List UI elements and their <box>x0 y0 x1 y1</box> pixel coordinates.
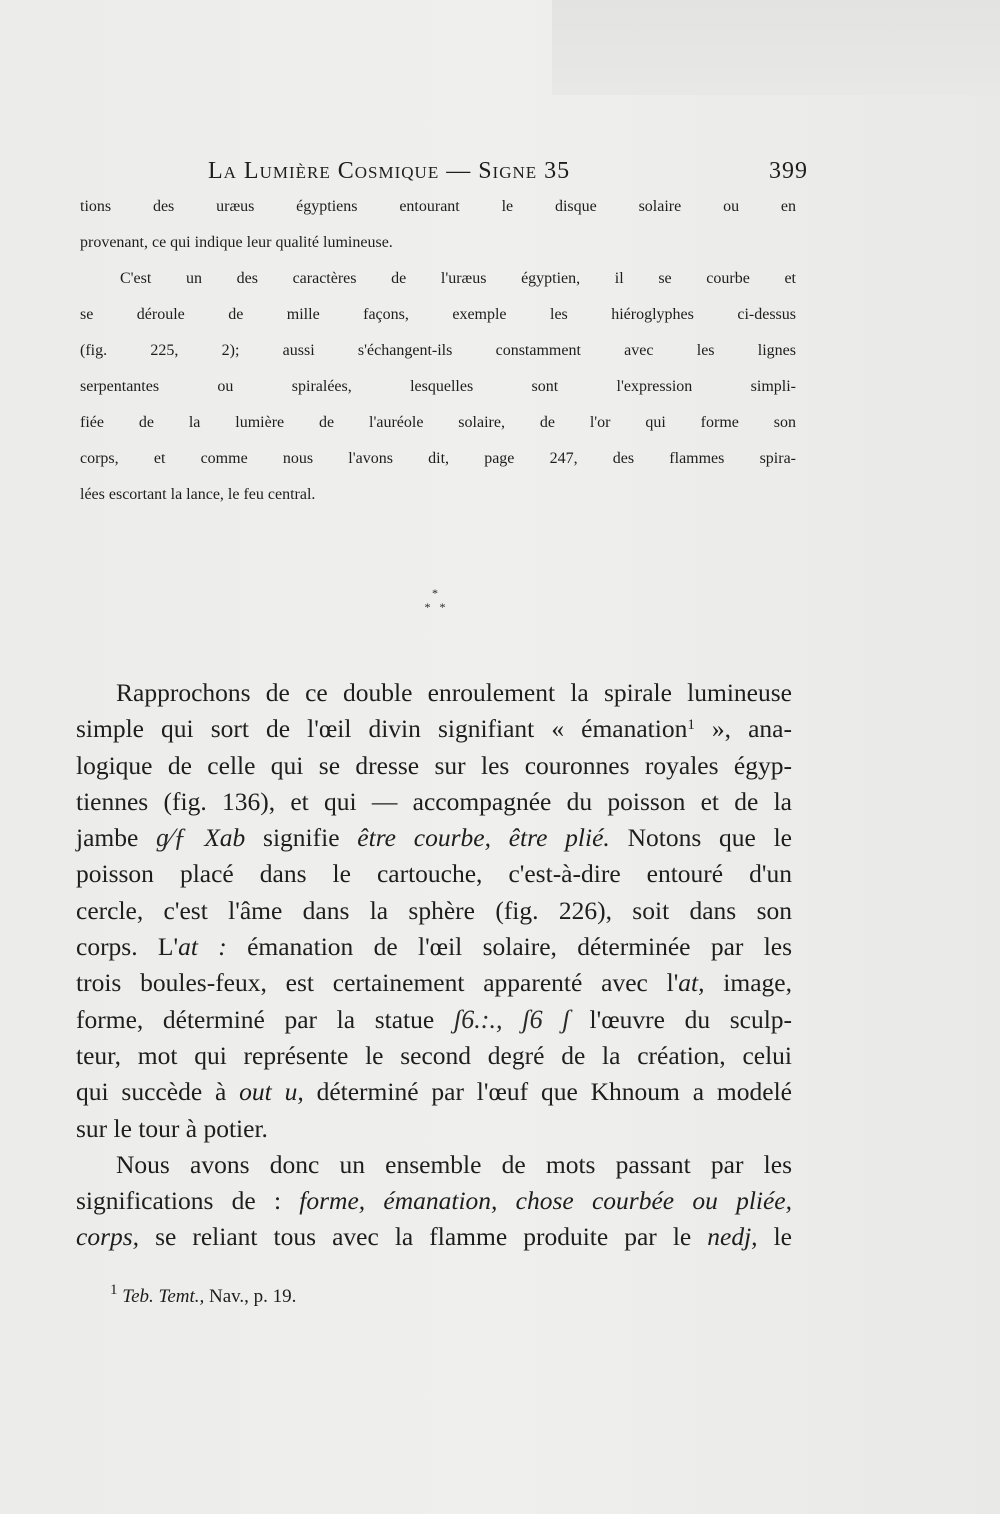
text-line: fiée de la lumière de l'auréole solaire, de l'or qui forme son <box>80 414 796 431</box>
text-segment: at, <box>678 968 705 998</box>
text-line: Nous avons donc un ensemble de mots passant par les <box>116 1149 792 1179</box>
text-segment: forme, déterminé par la statue <box>76 1004 435 1034</box>
footnote-citation: Nav., p. 19. <box>204 1286 297 1307</box>
text-segment: corps. L' <box>76 932 179 962</box>
page-number: 399 <box>769 158 808 184</box>
text-line: tiennes (fig. 136), et qui — accompagnée du poisson et de la <box>76 786 792 816</box>
text-segment: se reliant tous avec la flamme produite par le <box>139 1222 708 1252</box>
text-segment: déterminé par l'œuf que Khnoum a modelé <box>303 1077 792 1107</box>
text-line: poisson placé dans le cartouche, c'est-à-dire entouré d'un <box>76 859 792 889</box>
footnote-marker: 1 <box>110 1282 118 1298</box>
text-segment: significations de : <box>76 1186 300 1216</box>
text-segment: jambe <box>76 823 139 853</box>
hieroglyph-icon: ʃ6.:., ʃ6 ʃ <box>453 1004 570 1034</box>
text-segment: out u, <box>239 1077 304 1107</box>
text-line <box>76 711 792 747</box>
text-line: lées escortant la lance, le feu central. <box>80 486 316 503</box>
separator-stars: * * * <box>424 586 446 614</box>
text-segment: at : <box>178 932 227 962</box>
text-segment: Xab <box>204 823 246 853</box>
text-segment: qui succède à <box>76 1077 240 1107</box>
text-line: tions des uræus égyptiens entourant le disque solaire ou en <box>80 198 796 215</box>
text-line <box>76 1183 792 1219</box>
text-line <box>76 965 792 1001</box>
text-line: serpentantes ou spiralées, lesquelles sont l'expression simpli- <box>80 378 796 395</box>
section-separator <box>405 586 465 626</box>
hieroglyph-icon: ɡ⁄ƒ <box>156 823 187 853</box>
text-line: cercle, c'est l'âme dans la sphère (fig. 226), soit dans son <box>76 895 792 925</box>
text-segment: corps, <box>76 1222 140 1252</box>
body-text-bottom <box>76 675 792 1256</box>
text-segment: l'œuvre du sculp- <box>569 1004 793 1034</box>
text-segment: émanation de l'œil solaire, déterminée par les <box>226 932 793 962</box>
text-line <box>76 820 792 856</box>
running-title: La Lumière Cosmique — Signe 35 <box>208 158 571 184</box>
text-segment: », ana- <box>694 714 792 744</box>
text-segment: simple qui sort de l'œil divin signifiant « émanation <box>76 714 688 744</box>
text-line <box>76 1074 792 1110</box>
scan-shadow <box>552 0 1000 95</box>
text-segment: forme, émanation, chose courbée ou pliée, <box>299 1186 792 1216</box>
text-line: teur, mot qui représente le second degré de la création, celui <box>76 1040 792 1070</box>
text-line <box>76 1002 792 1038</box>
text-line: logique de celle qui se dresse sur les couronnes royales égyp- <box>76 750 792 780</box>
text-line: (fig. 225, 2); aussi s'échangent-ils constamment avec les lignes <box>80 342 796 359</box>
text-line: corps, et comme nous l'avons dit, page 247, des flammes spira- <box>80 450 796 467</box>
text-line: se déroule de mille façons, exemple les hiéroglyphes ci-dessus <box>80 306 796 323</box>
text-line: Rapprochons de ce double enroulement la spirale lumineuse <box>116 678 792 707</box>
text-line <box>76 1219 792 1255</box>
text-segment: trois boules-feux, est certainement apparenté avec l' <box>76 968 679 998</box>
body-text-top <box>80 198 796 522</box>
text-segment: signifie <box>245 823 358 853</box>
text-segment: image, <box>704 968 792 998</box>
text-line <box>76 929 792 965</box>
text-segment: Notons que le <box>609 823 792 853</box>
text-segment: nedj, <box>707 1222 758 1252</box>
text-line: provenant, ce qui indique leur qualité lumineuse. <box>80 234 393 251</box>
footnote <box>110 1282 297 1308</box>
text-line: sur le tour à potier. <box>76 1113 268 1143</box>
running-header <box>208 152 808 192</box>
text-segment: le <box>757 1222 792 1252</box>
footnote-reference[interactable]: 1 <box>687 717 695 734</box>
text-segment: être courbe, être plié. <box>357 823 610 853</box>
text-line: C'est un des caractères de l'uræus égyptien, il se courbe et <box>120 270 796 287</box>
footnote-source: Teb. Temt., <box>122 1286 205 1307</box>
